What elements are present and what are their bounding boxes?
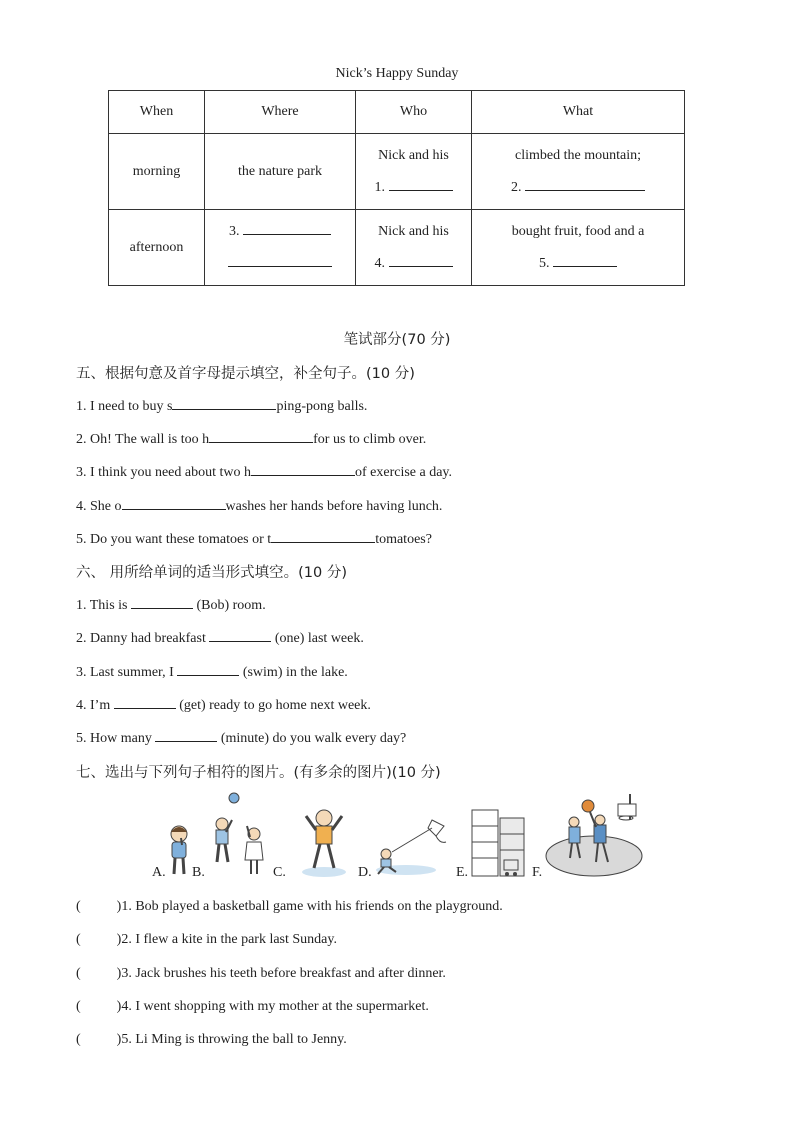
item-text: washes her hands before having lunch. bbox=[225, 499, 443, 514]
answer-paren[interactable]: ( bbox=[76, 899, 81, 914]
item-text: )1. Bob played a basketball game with his friends on the playground. bbox=[116, 899, 503, 914]
answer-blank[interactable] bbox=[389, 253, 453, 267]
what-text: climbed the mountain; bbox=[515, 147, 641, 163]
answer-blank[interactable] bbox=[251, 462, 355, 476]
section6-item-2 bbox=[76, 628, 364, 647]
answer-blank[interactable] bbox=[209, 628, 271, 642]
picture-label-c: C. bbox=[273, 865, 286, 880]
blank-number: 3. bbox=[229, 223, 240, 239]
header-when: When bbox=[109, 91, 205, 134]
written-part-title: 笔试部分(70 分) bbox=[343, 332, 451, 348]
table-title: Nick’s Happy Sunday bbox=[335, 66, 459, 81]
item-text: (swim) in the lake. bbox=[242, 665, 348, 680]
picture-e-supermarket-icon bbox=[470, 790, 530, 882]
item-text: 4. She o bbox=[76, 499, 122, 514]
item-text: tomatoes? bbox=[375, 532, 432, 547]
item-text: 2. Oh! The wall is too h bbox=[76, 432, 210, 447]
item-text: (one) last week. bbox=[274, 631, 364, 646]
item-text: )2. I flew a kite in the park last Sunday. bbox=[116, 932, 337, 947]
section7-item-2 bbox=[76, 932, 337, 948]
answer-blank[interactable] bbox=[271, 529, 375, 543]
item-text: ping-pong balls. bbox=[276, 399, 368, 414]
section6-heading: 六、 用所给单词的适当形式填空。(10 分) bbox=[76, 565, 347, 581]
picture-b-throwing-ball-icon bbox=[206, 790, 268, 880]
nick-table bbox=[108, 90, 685, 286]
section5-item-1 bbox=[76, 396, 367, 415]
item-text: 4. I’m bbox=[76, 698, 111, 713]
section6-item-3 bbox=[76, 662, 348, 681]
blank-number: 2. bbox=[511, 179, 522, 195]
item-text: )5. Li Ming is throwing the ball to Jenny. bbox=[116, 1032, 347, 1047]
picture-label-f: F. bbox=[532, 865, 543, 880]
what-blank-line bbox=[472, 248, 684, 280]
cell-what bbox=[472, 134, 685, 210]
section5-item-3 bbox=[76, 462, 452, 481]
answer-blank[interactable] bbox=[553, 253, 617, 267]
blank-number: 1. bbox=[374, 179, 385, 195]
answer-blank[interactable] bbox=[177, 662, 239, 676]
item-text: (get) ready to go home next week. bbox=[179, 698, 371, 713]
item-text: of exercise a day. bbox=[354, 465, 453, 480]
item-text: for us to climb over. bbox=[313, 432, 427, 447]
answer-paren[interactable]: ( bbox=[76, 932, 81, 947]
cell-when: morning bbox=[109, 134, 205, 210]
picture-c-exercising-icon bbox=[300, 790, 350, 880]
section5-heading: 五、根据句意及首字母提示填空，补全句子。(10 分) bbox=[76, 366, 415, 382]
item-text: )3. Jack brushes his teeth before breakfast and after dinner. bbox=[116, 966, 446, 981]
item-text: 5. Do you want these tomatoes or t bbox=[76, 532, 272, 547]
cell-what bbox=[472, 210, 685, 286]
item-text: )4. I went shopping with my mother at the supermarket. bbox=[116, 999, 429, 1014]
cell-where bbox=[205, 210, 356, 286]
answer-blank[interactable] bbox=[131, 595, 193, 609]
section6-item-5 bbox=[76, 728, 406, 747]
where-blank-line bbox=[205, 216, 355, 248]
answer-paren[interactable]: ( bbox=[76, 1032, 81, 1047]
table-header-row bbox=[109, 91, 685, 134]
answer-blank[interactable] bbox=[122, 496, 226, 510]
picture-label-d: D. bbox=[358, 865, 372, 880]
header-where: Where bbox=[205, 91, 356, 134]
cell-when: afternoon bbox=[109, 210, 205, 286]
blank-number: 4. bbox=[374, 255, 385, 271]
section5-item-4 bbox=[76, 496, 442, 515]
item-text: 1. This is bbox=[76, 598, 128, 613]
header-who: Who bbox=[356, 91, 472, 134]
item-text: 3. I think you need about two h bbox=[76, 465, 251, 480]
who-blank-line bbox=[356, 248, 471, 280]
table-row-afternoon bbox=[109, 210, 685, 286]
picture-label-b: B. bbox=[192, 865, 205, 880]
where-blank-line-2 bbox=[205, 248, 355, 280]
answer-blank[interactable] bbox=[155, 728, 217, 742]
section7-item-5 bbox=[76, 1032, 347, 1048]
cell-who bbox=[356, 134, 472, 210]
picture-label-e: E. bbox=[456, 865, 469, 880]
cell-who bbox=[356, 210, 472, 286]
section7-heading: 七、选出与下列句子相符的图片。(有多余的图片)(10 分) bbox=[76, 765, 441, 781]
answer-blank[interactable] bbox=[172, 396, 276, 410]
item-text: 2. Danny had breakfast bbox=[76, 631, 206, 646]
who-text: Nick and his bbox=[378, 223, 449, 239]
item-text: 1. I need to buy s bbox=[76, 399, 173, 414]
answer-paren[interactable]: ( bbox=[76, 999, 81, 1014]
who-text: Nick and his bbox=[378, 147, 449, 163]
section5-item-2 bbox=[76, 429, 426, 448]
item-text: 3. Last summer, I bbox=[76, 665, 174, 680]
what-blank-line bbox=[472, 172, 684, 204]
answer-blank[interactable] bbox=[114, 695, 176, 709]
section5-item-5 bbox=[76, 529, 432, 548]
section7-item-4 bbox=[76, 999, 429, 1015]
who-blank-line bbox=[356, 172, 471, 204]
item-text: (Bob) room. bbox=[196, 598, 266, 613]
answer-blank[interactable] bbox=[228, 253, 332, 267]
picture-a-boy-brushing-teeth-icon bbox=[162, 790, 196, 880]
section7-item-1 bbox=[76, 899, 503, 915]
answer-blank[interactable] bbox=[389, 177, 453, 191]
section6-item-1 bbox=[76, 595, 266, 614]
picture-label-a: A. bbox=[152, 865, 166, 880]
section6-item-4 bbox=[76, 695, 371, 714]
what-text: bought fruit, food and a bbox=[511, 223, 645, 239]
answer-blank[interactable] bbox=[209, 429, 313, 443]
answer-blank[interactable] bbox=[243, 221, 331, 235]
section7-item-3 bbox=[76, 966, 446, 982]
picture-d-flying-kite-icon bbox=[372, 790, 452, 880]
cell-where: the nature park bbox=[205, 134, 356, 210]
table-row-morning bbox=[109, 134, 685, 210]
header-what: What bbox=[472, 91, 685, 134]
item-text: (minute) do you walk every day? bbox=[220, 731, 407, 746]
item-text: 5. How many bbox=[76, 731, 152, 746]
answer-blank[interactable] bbox=[525, 177, 645, 191]
answer-paren[interactable]: ( bbox=[76, 966, 81, 981]
picture-f-basketball-icon bbox=[544, 790, 644, 880]
blank-number: 5. bbox=[539, 255, 550, 271]
